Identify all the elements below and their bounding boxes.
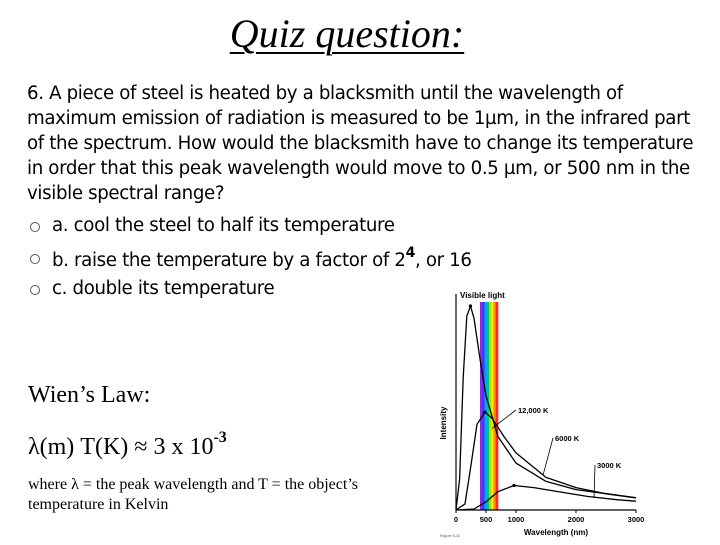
spectrum-stripe (480, 302, 483, 510)
wien-law-equation (28, 426, 227, 462)
spectrum-stripe (482, 302, 485, 510)
option-b-superscript: 4 (405, 244, 415, 261)
x-tick-label: 2000 (567, 515, 585, 524)
spectrum-stripe (494, 302, 497, 510)
radio-bullet-icon[interactable] (30, 222, 40, 232)
spectrum-stripe (491, 302, 494, 510)
wien-law-label: Wien’s Law: (28, 382, 151, 408)
y-axis-label: Intensity (439, 406, 448, 440)
series-peak-point (512, 484, 515, 487)
wien-equation-exponent: -3 (213, 429, 227, 446)
blackbody-chart-figure (420, 284, 660, 545)
spectrum-stripe (496, 302, 499, 510)
chart-labels (439, 291, 644, 538)
radio-bullet-icon[interactable] (30, 254, 40, 264)
x-tick-label: 500 (479, 515, 493, 524)
option-b-label (52, 241, 472, 276)
blackbody-chart (420, 284, 660, 540)
series-annotation: 12,000 K (518, 406, 549, 415)
x-tick-label: 0 (453, 515, 459, 524)
question-text: 6. A piece of steel is heated by a blacksmith until the wavelength of maximum emission of radiation is measured to be 1µm, in the infrared part of the spectrum. How would the blacksmith have to change its temperature in order that this peak wavelength would move to 0.5 µm, or 500 nm in the visible spectral range? (27, 83, 694, 204)
wien-law-note: where λ = the peak wavelength and T = the object’s temperature in Kelvin (28, 476, 358, 513)
slide-title (0, 10, 694, 58)
option-c[interactable] (30, 275, 472, 304)
figure-caption: Figure 5-11 (440, 533, 461, 538)
option-b-text-before: b. raise the temperature by a factor of 2 (52, 249, 406, 271)
annotation-leader (543, 438, 553, 475)
spectrum-stripe (485, 302, 488, 510)
option-b[interactable] (30, 241, 472, 276)
option-a-label: a. cool the steel to half its temperature (52, 215, 395, 236)
wien-equation-main: λ(m) T(K) ≈ 3 x 10 (28, 434, 214, 460)
series-annotation: 6000 K (555, 434, 580, 443)
x-axis-label: Wavelength (nm) (523, 528, 589, 537)
option-a[interactable] (30, 212, 472, 241)
series-peak-point (483, 410, 486, 413)
option-b-text-after: , or 16 (414, 249, 472, 271)
x-tick-label: 3000 (627, 515, 645, 524)
series-annotation: 3000 K (597, 461, 622, 470)
series-peak-point (469, 304, 472, 307)
annotation-leader (594, 465, 595, 498)
x-tick-label: 1000 (507, 515, 525, 524)
answer-options (30, 212, 472, 304)
radio-bullet-icon[interactable] (30, 285, 40, 295)
slide-title-text: Quiz question: (229, 11, 465, 56)
option-c-label: c. double its temperature (52, 278, 275, 300)
chart-title: Visible light (460, 291, 505, 300)
